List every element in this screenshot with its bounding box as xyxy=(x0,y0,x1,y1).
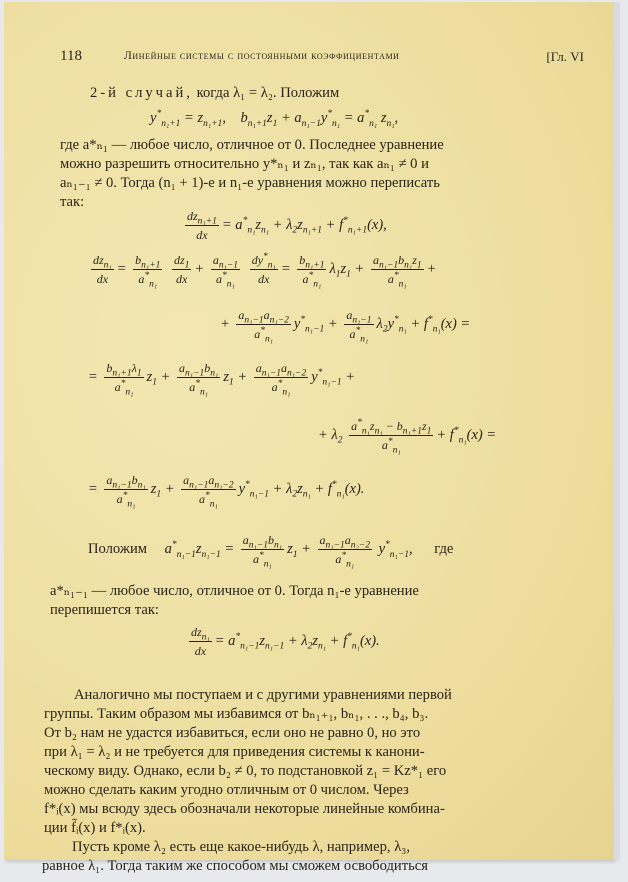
text-line: ции f̃ᵢ(x) и f*ᵢ(x). xyxy=(44,820,146,836)
text-line: при λ₁ = λ₂ и не требуется для приведения системы к канони- xyxy=(44,744,425,760)
definition-lead: Положим xyxy=(88,540,147,557)
equation-3-line-3: = $\frac{b_{n_1+1}\lambda_1}{a^*_{n_1}}$ $z_1$ + $\frac{a_{n_1-1}b_{n_1}}{a^*_{n_1}}$ $z_1$ + $\frac{a_{n_1-1}a_{n_1-2}}{a^*_{n_1}}$ $y^*_{n_1-1}$ + xyxy=(88,361,356,398)
text-line: От b₂ нам не удастся избавиться, если оно не равно 0, но это xyxy=(44,725,421,741)
case-heading: 2-й случай, xyxy=(90,85,193,101)
book-page xyxy=(4,2,614,874)
equation-2: $\frac{dz_{n_1+1}}{dx}$ = $a^*_{n_1}z_{n_1} + \lambda_2z_{n_1+1} + f^*_{n_1+1}(x)$, xyxy=(187,209,387,242)
paragraph-2 xyxy=(50,582,590,620)
text-line: Аналогично мы поступаем и с другими уравнениями первой xyxy=(74,687,452,703)
text-line: равное λ₁. Тогда таким же способом мы сможем освободиться xyxy=(42,858,428,874)
text-line: группы. Таким образом мы избавимся от bₙ₁₊₁, bₙ₁, . . ., b₄, b₃. xyxy=(44,706,429,722)
equation-3-line-4: + $\lambda_2$ $\frac{a^*_{n_1}z_{n_1} - b_{n_1+1}z_1}{a^*_{n_1}}$ + $f^*_{n_1}(x)$ = xyxy=(318,418,497,456)
definition-tail: где xyxy=(434,540,454,557)
definition-line xyxy=(88,532,454,570)
running-title: Линейные системы с постоянными коэффициентами xyxy=(124,50,400,62)
equation-1: $y^*_{n_1+1} = z_{n_1+1}$, $b_{n_1+1}z_1 + a_{n_1-1}y^*_{n_1} = a^*_{n_1}$ $z_{n_1}$, xyxy=(150,109,399,129)
case-condition: когда λ₁ = λ₂. Положим xyxy=(196,85,340,101)
text-line: aₙ₁₋₁ ≠ 0. Тогда (n₁ + 1)-е и n₁-е уравнения можно переписать xyxy=(60,175,440,191)
text-line: так: xyxy=(60,194,85,210)
paragraph-1 xyxy=(60,136,590,212)
equation-4: $\frac{dz_{n_1}}{dx}$ = $a^*_{n_1-1}z_{n_1-1} + \lambda_2z_{n_1} + f^*_{n_1}(x)$. xyxy=(191,625,380,658)
equation-3-line-1: $\frac{dz_{n_1}}{dx}$ = $\frac{b_{n_1+1}}{a^*_{n_1}}$ $\frac{dz_1}{dx}$ + $\frac{a_{n_1-1}}{a^*_{n_1}}$ $\frac{dy^*_{n_1}}{dx}$ = $\frac{b_{n_1+1}}{a^*_{n_1}}$ $\lambda_1z_1$ + $\frac{a_{n_1-1}b_{n_1}z_1}{a^*_{n_1}}$ + xyxy=(93,252,437,290)
paragraph-4 xyxy=(42,838,592,876)
paragraph-3 xyxy=(44,686,592,838)
text-line: Пусть кроме λ₂ есть еще какое-нибудь λ, например, λ₃, xyxy=(72,839,411,855)
text-line: a*ₙ₁₋₁ — любое число, отличное от 0. Тогда n₁-е уравнение xyxy=(50,583,419,599)
page-number: 118 xyxy=(60,48,82,64)
equation-3-line-2: + $\frac{a_{n_1-1}a_{n_1-2}}{a^*_{n_1}}$ $y^*_{n_1-1}$ + $\frac{a_{n_1-1}}{a^*_{n_1}}$ $\lambda_2y^*_{n_1} + f^*_{n_1}(x)$ = xyxy=(220,308,471,345)
chapter-marker: [Гл. VI xyxy=(546,49,584,64)
text-line: можно разрешить относительно y*ₙ₁ и zₙ₁, так как aₙ₁ ≠ 0 и xyxy=(60,156,429,172)
equation-3-line-5: = $\frac{a_{n_1-1}b_{n_1}}{a^*_{n_1}}$ $z_1$ + $\frac{a_{n_1-1}a_{n_1-2}}{a^*_{n_1}}$ $y^*_{n_1-1} + \lambda_2z_{n_1} + f^*_{n_1}(x)$. xyxy=(88,473,365,510)
text-line: ческому виду. Однако, если b₂ ≠ 0, то подстановкой z₁ = Kz*₁ его xyxy=(44,763,447,779)
text-line: можно сделать каким угодно отличным от 0 числом. Через xyxy=(44,782,409,798)
text-line: перепишется так: xyxy=(50,602,159,618)
definition-equation: $a^*_{n_1-1}z_{n_1-1}$ = $\frac{a_{n_1-1}b_{n_1}}{a^*_{n_1}}$ $z_1$ + $\frac{a_{n_1-1}a_{n_2-2}}{a^*_{n_1}}$ $y^*_{n_1-1}$, xyxy=(164,533,417,570)
text-line: f*ᵢ(x) мы всюду здесь обозначали некоторые линейные комбина- xyxy=(44,801,445,817)
text-line: где a*ₙ₁ — любое число, отличное от 0. Последнее уравнение xyxy=(60,137,444,153)
case-heading-line xyxy=(90,84,339,103)
page-header xyxy=(60,48,584,68)
